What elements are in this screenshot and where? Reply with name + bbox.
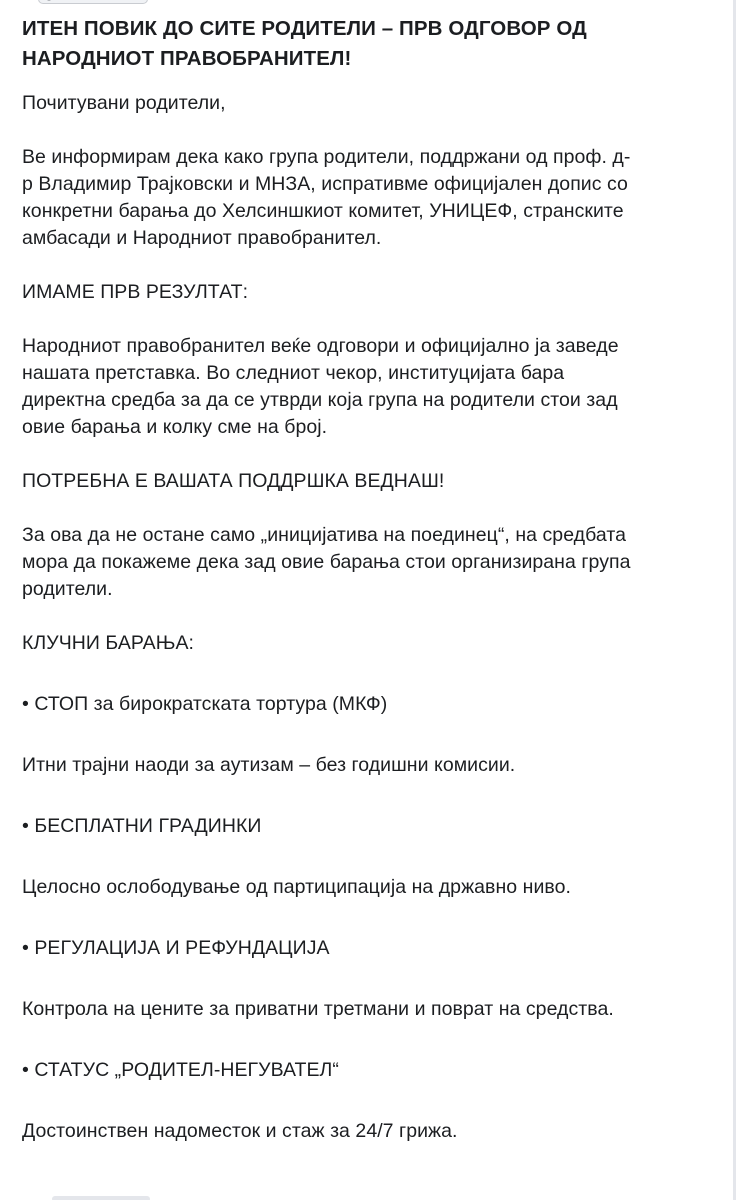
paragraph-line: овие барања и колку сме на број.: [22, 416, 328, 438]
demand-text: Контрола на цените за приватни третмани и поврат на средства.: [22, 998, 614, 1020]
post-title-line: ИТЕН ПОВИК ДО СИТЕ РОДИТЕЛИ – ПРВ ОДГОВОР ОД: [22, 17, 587, 40]
paragraph-line: конкретни барања до Хелсиншкиот комитет, УНИЦЕФ, странските: [22, 200, 624, 222]
demand-title: • СТАТУС „РОДИТЕЛ-НЕГУВАТЕЛ“: [22, 1059, 339, 1081]
demand-text: Итни трајни наоди за аутизам – без годишни комисии.: [22, 754, 516, 776]
demands-heading: КЛУЧНИ БАРАЊА:: [22, 632, 194, 654]
paragraph-line: директна средба за да се утврди која група на родители стои зад: [22, 389, 618, 411]
paragraph-line: мора да покажеме дека зад овие барања стои организирана група: [22, 551, 631, 573]
demand-title: • СТОП за бирократската тортура (МКФ): [22, 693, 388, 715]
result-heading: ИМАМЕ ПРВ РЕЗУЛТАТ:: [22, 281, 249, 303]
cropped-header-dot: [47, 0, 51, 1]
demand-text: Целосно ослободување од партиципација на државно ниво.: [22, 876, 571, 898]
cropped-footer-element: [52, 1196, 150, 1200]
post-body: [22, 14, 718, 1145]
paragraph-line: За ова да не остане само „иницијатива на поединец“, на средбата: [22, 524, 626, 546]
paragraph-line: родители.: [22, 578, 113, 600]
support-heading: ПОТРЕБНА Е ВАШАТА ПОДДРШКА ВЕДНАШ!: [22, 470, 445, 492]
result-paragraph: [22, 333, 718, 441]
intro-paragraph: [22, 144, 718, 252]
post-title: [22, 14, 718, 74]
demand-title: • РЕГУЛАЦИЈА И РЕФУНДАЦИЈА: [22, 937, 330, 959]
paragraph-line: Ве информирам дека како група родители, поддржани од проф. д-: [22, 146, 631, 168]
paragraph-line: Народниот правобранител веќе одговори и официјално ја заведе: [22, 335, 619, 357]
post-title-line: НАРОДНИОТ ПРАВОБРАНИТЕЛ!: [22, 47, 352, 70]
demand-title: • БЕСПЛАТНИ ГРАДИНКИ: [22, 815, 262, 837]
demand-text: Достоинствен надоместок и стаж за 24/7 грижа.: [22, 1120, 458, 1142]
paragraph-line: амбасади и Народниот правобранител.: [22, 227, 382, 249]
greeting-text: Почитувани родители,: [22, 92, 226, 114]
cropped-header-element: [38, 0, 148, 4]
paragraph-line: нашата претставка. Во следниот чекор, институцијата бара: [22, 362, 565, 384]
paragraph-line: р Владимир Трајковски и МНЗА, испративме официјален допис со: [22, 173, 628, 195]
support-paragraph: [22, 522, 718, 603]
